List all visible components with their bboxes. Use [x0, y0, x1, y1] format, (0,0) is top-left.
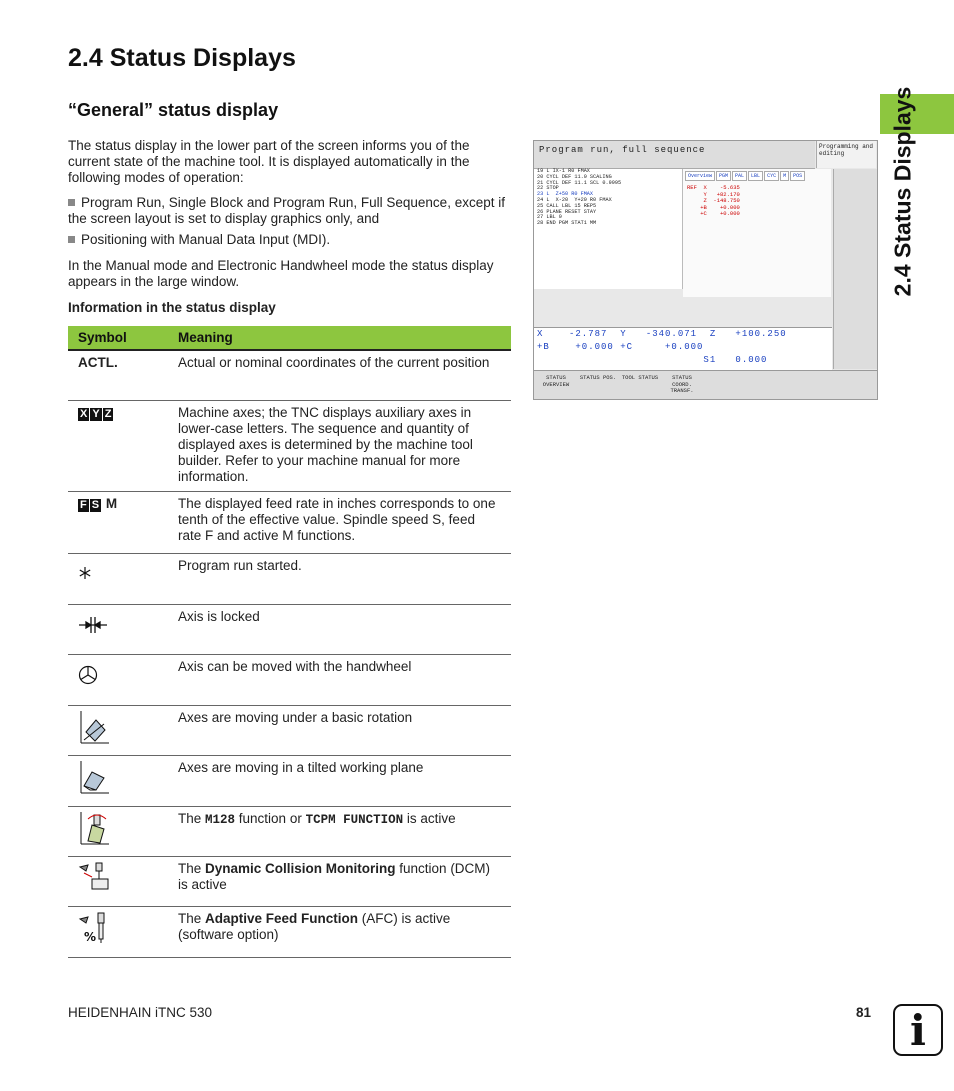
table-row [68, 654, 511, 705]
meaning-cell: The Dynamic Collision Monitoring function (DCM) is active [168, 856, 511, 906]
afc-icon [78, 911, 112, 945]
table-header-row [68, 326, 511, 350]
page-number: 81 [856, 1005, 872, 1020]
m128-code: M128 [205, 812, 236, 827]
tab-overview[interactable]: Overview [685, 171, 715, 181]
info-heading: Information in the status display [68, 300, 276, 315]
status-window [683, 169, 831, 297]
ref-values: REF X -5.635 Y +82.170 Z -148.750 +B +0.000 +C +0.000 [687, 184, 740, 217]
intro-paragraph: The status display in the lower part of the screen informs you of the current state of the machine tool. It is displayed automatically in the following modes of operation: [68, 138, 470, 185]
table-row [68, 906, 511, 957]
table-row [68, 705, 511, 755]
tab-m[interactable]: M [780, 171, 789, 181]
symbol-cell [68, 604, 168, 654]
meaning-cell: Actual or nominal coordinates of the current position [168, 350, 511, 400]
svg-text:%: % [84, 929, 97, 944]
softkey-row [534, 370, 877, 400]
status-tabs [685, 171, 806, 181]
tilted-plane-icon [78, 760, 110, 794]
axis-key-y: Y [92, 407, 100, 420]
info-icon: i [893, 1004, 943, 1056]
actl-label: ACTL. [78, 355, 118, 370]
table-row [68, 856, 511, 906]
table-row [68, 604, 511, 654]
footer-manual-name: HEIDENHAIN iTNC 530 [68, 1005, 213, 1020]
meaning-cell: The displayed feed rate in inches corresponds to one tenth of the effective value. Spindle speed S, feed rate F and active M functions. [168, 491, 511, 553]
position-display: X -2.787 Y -340.071 Z +100.250 +B +0.000 +C +0.000 S1 0.000 [534, 327, 832, 370]
program-listing: 19 L IX-1 R0 FMAX 20 CYCL DEF 11.0 SCALING 21 CYCL DEF 11.1 SCL 0.9995 22 STOP 23 L Z+50 R0 FMAX 24 L X-20 Y+20 R0 FMAX 25 CALL LBL 15 REP5 26 PLANE RESET STAY 27 LBL 0 28 END PGM STAT1 MM [534, 169, 683, 289]
header-symbol: Symbol [68, 326, 168, 350]
bullet-square-icon [68, 236, 75, 243]
tcpm-code: TCPM FUNCTION [305, 812, 404, 827]
meaning-cell: Program run started. [168, 553, 511, 604]
tnc-screenshot [533, 140, 878, 400]
header-meaning: Meaning [168, 326, 511, 350]
meaning-cell: Axes are moving under a basic rotation [168, 705, 511, 755]
program-run-star-icon [78, 566, 92, 580]
meaning-cell: Machine axes; the TNC displays auxiliary axes in lower-case letters. The sequence and quantity of displayed axes is determined by the machine tool builder. Refer to your machine manual for more information. [168, 400, 511, 491]
mode-indicator: Programming and editing [816, 141, 876, 168]
table-row [68, 553, 511, 604]
symbol-cell [68, 400, 168, 491]
subsection-title: “General” status display [68, 100, 279, 120]
tab-pgm[interactable]: PGM [716, 171, 731, 181]
table-row [68, 491, 511, 553]
dcm-label: Dynamic Collision Monitoring [205, 860, 396, 876]
symbol-cell [68, 491, 168, 553]
softkey-status-coord[interactable]: STATUS COORD. TRANSF. [670, 374, 694, 394]
symbol-cell [68, 806, 168, 856]
symbol-cell [68, 705, 168, 755]
symbol-table [68, 326, 511, 958]
table-row [68, 806, 511, 856]
symbol-cell [68, 906, 168, 957]
bullet-square-icon [68, 199, 75, 206]
meaning-cell: The Adaptive Feed Function (AFC) is active (software option) [168, 906, 511, 957]
tab-cyc[interactable]: CYC [764, 171, 779, 181]
table-row [68, 400, 511, 491]
tab-pal[interactable]: PAL [732, 171, 747, 181]
axis-locked-icon [78, 615, 108, 635]
feed-key-f: F [80, 498, 87, 511]
symbol-cell [68, 856, 168, 906]
bullet-item: Positioning with Manual Data Input (MDI). [68, 232, 513, 248]
table-row [68, 350, 511, 400]
m128-icon [78, 811, 110, 845]
softkey-status-pos[interactable]: STATUS POS. [579, 374, 617, 381]
dcm-icon [78, 861, 112, 891]
tab-lbl[interactable]: LBL [748, 171, 763, 181]
m-function-label: M [105, 495, 118, 511]
symbol-cell [68, 350, 168, 400]
table-row [68, 755, 511, 806]
intro-paragraph-2: In the Manual mode and Electronic Handwheel mode the status display appears in the large window. [68, 258, 494, 289]
section-title: 2.4 Status Displays [68, 44, 296, 72]
screen-header: Program run, full sequence [534, 141, 815, 169]
softkey-tool-status[interactable]: TOOL STATUS [621, 374, 659, 381]
tab-pos[interactable]: POS [790, 171, 805, 181]
bullet-item: Program Run, Single Block and Program Run, Full Sequence, except if the screen layout is set to display graphics only, and [68, 195, 505, 226]
axis-key-x: X [80, 407, 88, 420]
meaning-cell: Axis is locked [168, 604, 511, 654]
vertical-softkeys[interactable] [833, 169, 877, 369]
symbol-cell [68, 755, 168, 806]
afc-label: Adaptive Feed Function [205, 910, 359, 926]
handwheel-icon [78, 665, 98, 685]
symbol-cell [68, 553, 168, 604]
basic-rotation-icon [78, 710, 110, 744]
meaning-cell: The M128 function or TCPM FUNCTION is active [168, 806, 511, 856]
meaning-cell: Axis can be moved with the handwheel [168, 654, 511, 705]
symbol-cell [68, 654, 168, 705]
softkey-status-overview[interactable]: STATUS OVERVIEW [542, 374, 570, 388]
side-tab-title: 2.4 Status Displays [889, 86, 916, 297]
spindle-key-s: S [91, 498, 100, 511]
meaning-cell: Axes are moving in a tilted working plane [168, 755, 511, 806]
axis-key-z: Z [104, 407, 112, 420]
